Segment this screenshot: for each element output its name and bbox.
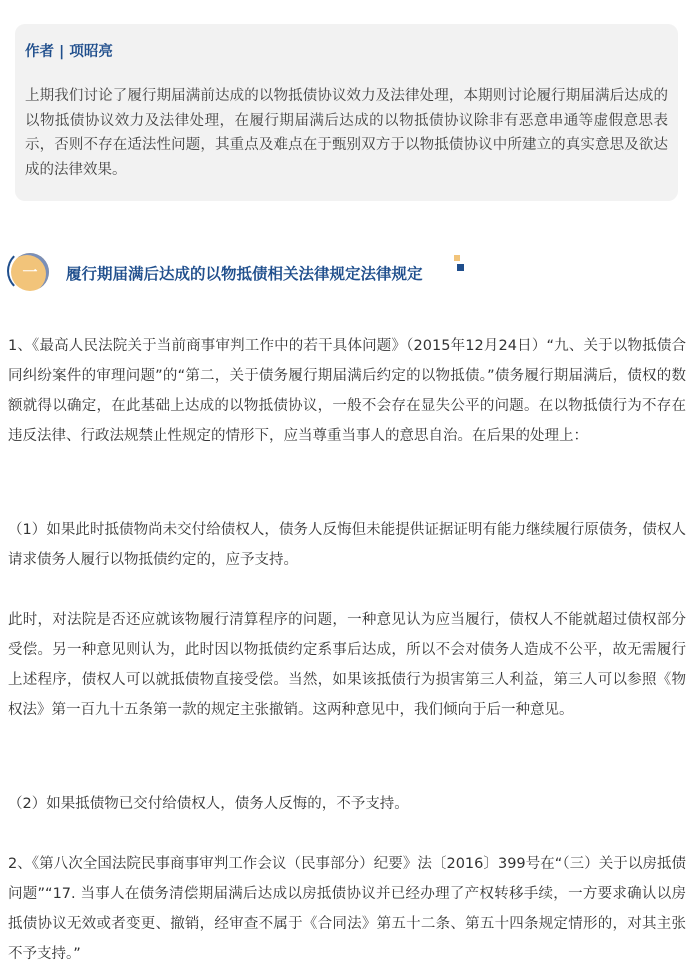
paragraph-4: （2）如果抵债物已交付给债权人，债务人反悔的，不予支持。	[8, 796, 409, 812]
section-heading	[11, 243, 481, 295]
blue-square-icon	[457, 264, 464, 271]
paragraph-5: 2、《第八次全国法院民事商事审判工作会议（民事部分）纪要》法〔2016〕399号在“（三）关于以房抵债问题”“17. 当事人在债务清偿期届满后达成以房抵债协议并已经办理了产权转移手续，一方要求确认以房抵债协议无效或者变更、撤销，经审查不属于《合同法》第五十二条、第五十四条规定情形的，对其主张不予支持。”	[8, 856, 686, 962]
paragraph-1: 1、《最高人民法院关于当前商事审判工作中的若干具体问题》（2015年12月24日）“九、关于以物抵债合同纠纷案件的审理问题”的“第二，关于债务履行期届满后约定的以物抵债。”债务履行期届满后，债权的数额就得以确定，在此基础上达成的以物抵债协议，一般不会存在显失公平的问题。在以物抵债行为不存在违反法律、行政法规禁止性规定的情形下，应当尊重当事人的意思自治。在后果的处理上：	[8, 338, 686, 444]
author-byline: 作者 | 项昭亮	[25, 44, 113, 60]
section-number: 一	[22, 263, 38, 281]
section-title: 履行期届满后达成的以物抵债相关法律规定法律规定	[66, 265, 423, 283]
intro-box	[15, 24, 678, 201]
paragraph-3: 此时，对法院是否还应就该物履行清算程序的问题，一种意见认为应当履行，债权人不能就超过债权部分受偿。另一种意见则认为，此时因以物抵债约定系事后达成，所以不会对债务人造成不公平，故无需履行上述程序，债权人可以就抵债物直接受偿。当然，如果该抵债行为损害第三人利益，第三人可以参照《物权法》第一百九十五条第一款的规定主张撤销。这两种意见中，我们倾向于后一种意见。	[8, 612, 686, 718]
paragraph-2: （1）如果此时抵债物尚未交付给债权人，债务人反悔但未能提供证据证明有能力继续履行原债务，债权人请求债务人履行以物抵债约定的，应予支持。	[8, 522, 686, 568]
decorative-squares-icon	[454, 255, 468, 275]
gold-square-icon	[454, 255, 460, 261]
intro-summary: 上期我们讨论了履行期届满前达成的以物抵债协议效力及法律处理，本期则讨论履行期届满后达成的以物抵债协议效力及法律处理，在履行期届满后达成的以物抵债协议除非有恶意串通等虚假意思表示，否则不存在适法性问题，其重点及难点在于甄别双方于以物抵债协议中所建立的真实意思及欲达成的法律效果。	[25, 88, 668, 178]
